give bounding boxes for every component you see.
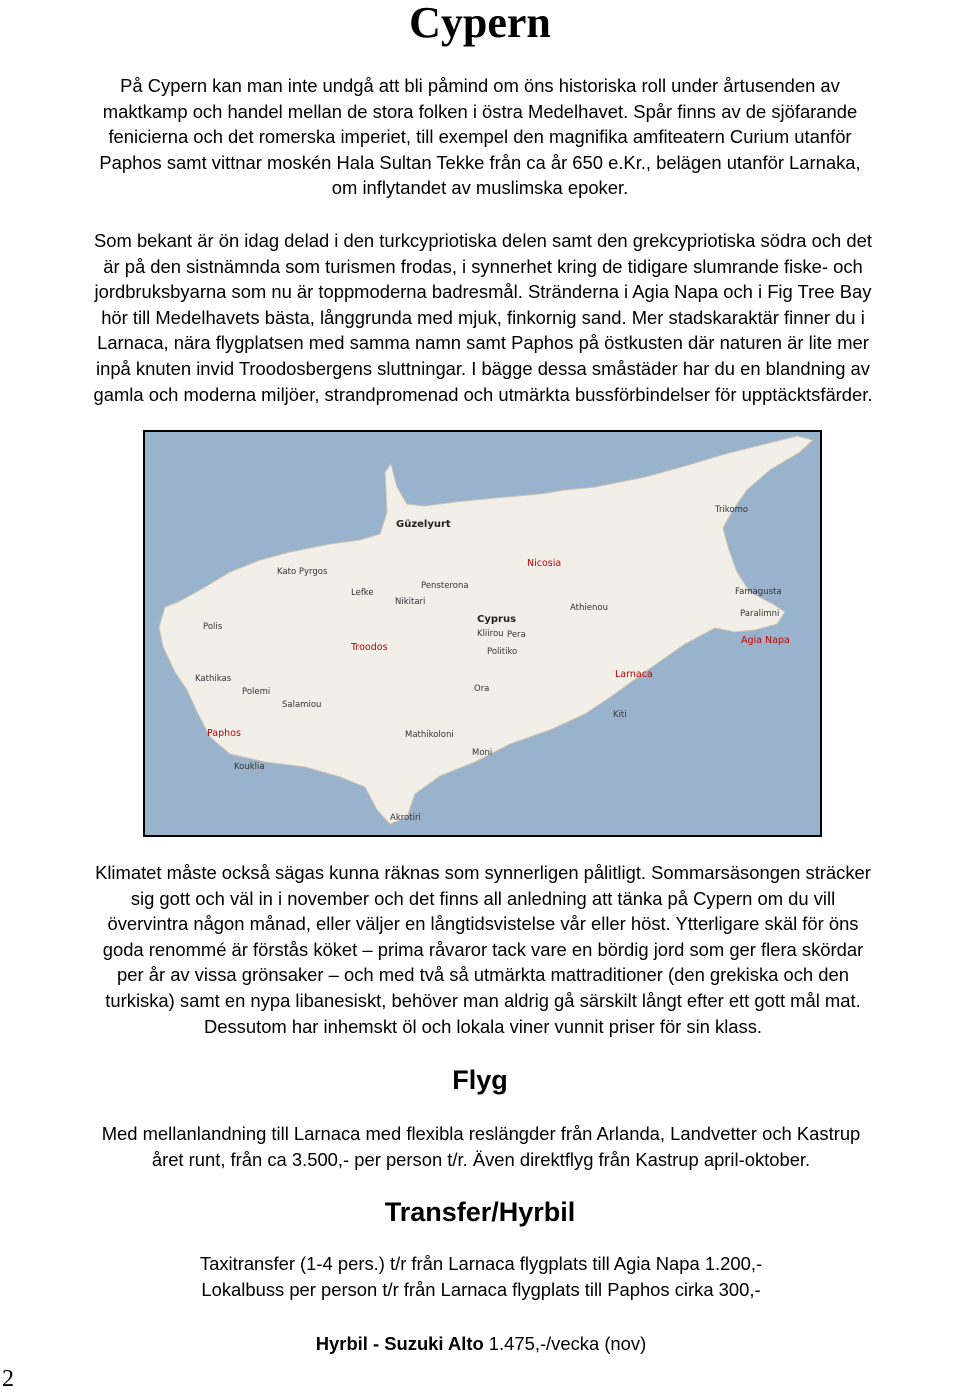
- hyrbil-price: 1.475,-/vecka (nov): [483, 1333, 647, 1354]
- place-label: Ora: [474, 684, 490, 694]
- text-line: sig gott och väl in i november och det finns all anledning att tänka på Cypern om du vill: [130, 887, 836, 909]
- intro-paragraph: [10, 73, 950, 201]
- place-label: Larnaca: [615, 669, 653, 680]
- text-line: Paphos samt vittnar moskén Hala Sultan Tekke från ca år 650 e.Kr., belägen utanför Larnaka,: [99, 151, 861, 173]
- place-label: Güzelyurt: [396, 519, 451, 530]
- place-label: Paralimni: [740, 609, 780, 619]
- place-label: Mathikoloni: [405, 730, 454, 740]
- text-line: Som bekant är ön idag delad i den turkcypriotiska delen samt den grekcypriotiska södra och det: [94, 230, 872, 251]
- text-line: Klimatet måste också sägas kunna räknas som synnerligen pålitligt. Sommarsäsongen sträcker: [95, 862, 871, 883]
- place-label: Trikomo: [715, 505, 749, 515]
- second-paragraph: [6, 228, 960, 407]
- page-title: Cypern: [409, 0, 551, 47]
- text-line: inpå knuten invid Troodosbergens sluttningar. I bägge dessa småstäder har du en blandning av: [96, 357, 870, 379]
- place-label: Kiti: [613, 710, 627, 720]
- place-label: Akrotiri: [390, 813, 421, 823]
- text-line: goda renommé är förstås köket – prima råvaror tack vare en bördig jord som ger flera skördar: [102, 938, 864, 960]
- text-line: maktkamp och handel mellan de stora folken i östra Medelhavet. Spår finns av de sjöfarande: [102, 100, 858, 122]
- place-label: Kato Pyrgos: [277, 567, 328, 577]
- flyg-heading: Flyg: [452, 1065, 508, 1095]
- flyg-paragraph: [6, 1121, 956, 1172]
- transfer-heading: Transfer/Hyrbil: [384, 1197, 576, 1227]
- text-line: jordbruksbyarna som nu är toppmoderna badresmål. Stränderna i Agia Napa och i Fig Tree Bay: [94, 281, 872, 303]
- text-line: turkiska) samt en nypa libanesiskt, behöver man aldrig gå särskilt långt efter ett gott mål mat.: [105, 989, 861, 1011]
- place-label: Polis: [203, 622, 223, 632]
- place-label: Nicosia: [527, 558, 562, 569]
- text-line: På Cypern kan man inte undgå att bli påmind om öns historiska roll under årtusenden av: [120, 75, 840, 96]
- place-label: Politiko: [487, 647, 518, 657]
- place-label: Kouklia: [234, 762, 265, 772]
- place-label: Famagusta: [735, 587, 782, 597]
- text-line: Lokalbuss per person t/r från Larnaca flygplats till Paphos cirka 300,-: [201, 1278, 761, 1300]
- place-label: Agia Napa: [741, 635, 790, 646]
- cyprus-map: [143, 430, 822, 837]
- place-label: Pensterona: [421, 581, 469, 591]
- place-label: Troodos: [351, 642, 388, 653]
- text-line: Taxitransfer (1-4 pers.) t/r från Larnaca flygplats till Agia Napa 1.200,-: [199, 1253, 763, 1274]
- place-label: Kliirou: [477, 629, 504, 639]
- place-label: Nikitari: [395, 597, 426, 607]
- text-line: per år av vissa grönsaker – och med två så utmärkta mattraditioner (den grekiska och den: [117, 964, 849, 986]
- place-label: Athienou: [570, 603, 608, 613]
- place-label: Salamiou: [282, 700, 322, 710]
- text-line: gamla och moderna miljöer, strandpromenad och utmärkta bussförbindelser för upptäcktsfärder.: [93, 383, 873, 405]
- text-line: övervintra någon månad, eller väljer en långtidsvistelse vår eller höst. Ytterligare skäl för öns: [107, 913, 859, 935]
- hyrbil-label: Hyrbil - Suzuki Alto: [315, 1333, 484, 1354]
- place-label: Moni: [472, 748, 493, 758]
- text-line: hör till Medelhavets bästa, långgrunda med mjuk, finkornig sand. Mer stadskaraktär finner du i: [101, 306, 865, 328]
- transfer-paragraph: [6, 1251, 956, 1302]
- text-line: Med mellanlandning till Larnaca med flexibla reslängder från Arlanda, Landvetter och Kastrup: [101, 1123, 861, 1144]
- page-number: 2: [2, 1366, 14, 1392]
- place-label: Lefke: [351, 588, 374, 598]
- text-line: Larnaca, nära flygplatsen med samma namn samt Paphos på östkusten där naturen är lite mer: [97, 332, 869, 354]
- place-label: Cyprus: [477, 614, 517, 625]
- place-label: Kathikas: [195, 674, 232, 684]
- text-line: Dessutom har inhemskt öl och lokala viner vunnit priser för sin klass.: [203, 1015, 763, 1037]
- text-line: om inflytandet av muslimska epoker.: [331, 177, 629, 199]
- hyrbil-line: [6, 1331, 956, 1357]
- place-label: Paphos: [207, 728, 241, 739]
- place-label: Polemi: [242, 687, 271, 697]
- climate-paragraph: [6, 860, 960, 1039]
- text-line: är på den sistnämnda som turismen frodas, i synnerhet kring de tidigare slumrande fiske- och: [103, 255, 863, 277]
- text-line: fenicierna och det romerska imperiet, till exempel den magnifika amfiteatern Curium utanför: [108, 126, 852, 148]
- text-line: året runt, från ca 3.500,- per person t/r. Även direktflyg från Kastrup april-oktober.: [151, 1148, 811, 1170]
- place-label: Pera: [507, 630, 526, 640]
- map-svg: [145, 432, 820, 835]
